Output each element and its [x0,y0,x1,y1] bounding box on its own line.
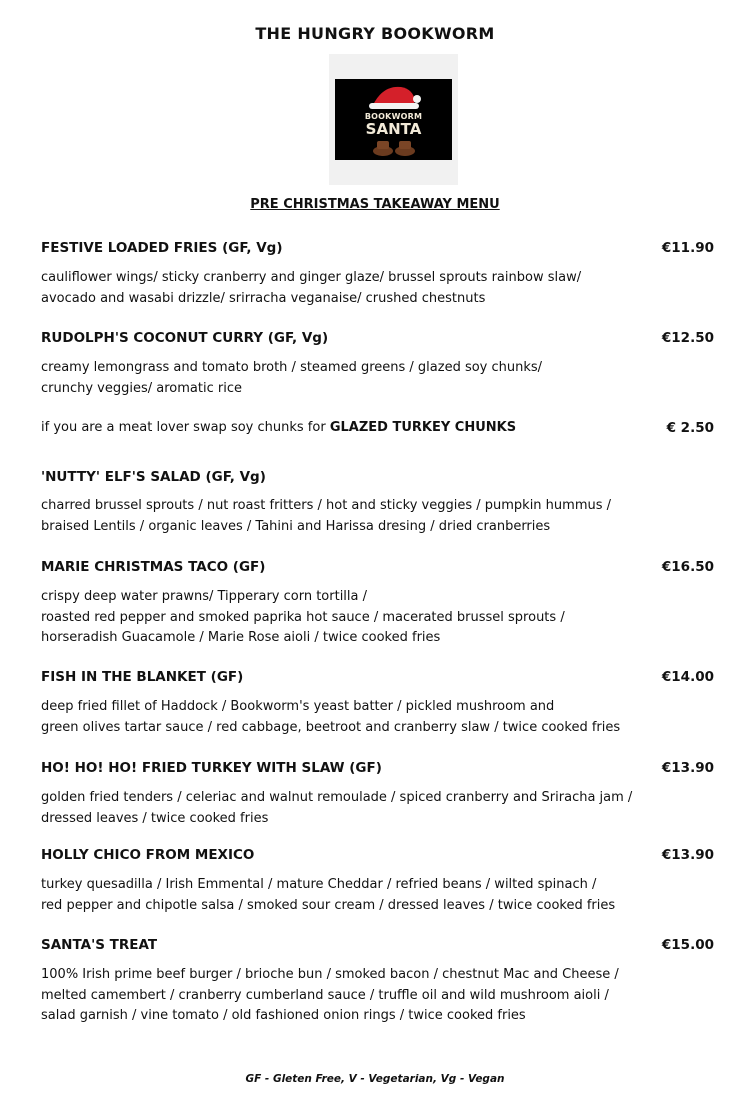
description-line: 100% Irish prime beef burger / brioche bun / smoked bacon / chestnut Mac and Cheese / [41,967,619,982]
item-price: €15.00 [661,937,714,953]
item-description [41,788,701,829]
item-name: RUDOLPH'S COCONUT CURRY (GF, Vg) [41,330,329,346]
item-description [41,268,701,309]
addon-price: € 2.50 [666,420,714,436]
description-line: golden fried tenders / celeriac and walnut remoulade / spiced cranberry and Sriracha jam / [41,790,633,805]
item-description [41,875,701,916]
description-line: red pepper and chipotle salsa / smoked sour cream / dressed leaves / twice cooked fries [41,897,616,913]
item-description [41,587,701,649]
item-description [41,496,701,537]
description-line: salad garnish / vine tomato / old fashioned onion rings / twice cooked fries [41,1008,526,1023]
menu-title: THE HUNGRY BOOKWORM [255,24,495,43]
item-name: SANTA'S TREAT [41,937,158,953]
description-line: turkey quesadilla / Irish Emmental / mature Cheddar / refried beans / wilted spinach / [41,877,597,892]
item-price: €14.00 [661,669,714,685]
description-line: dressed leaves / twice cooked fries [41,810,269,826]
description-line: green olives tartar sauce / red cabbage, beetroot and cranberry slaw / twice cooked fries [41,719,621,735]
addon-highlight: GLAZED TURKEY CHUNKS [329,420,517,435]
item-description [41,697,701,738]
dietary-legend: GF - Gleten Free, V - Vegetarian, Vg - Vegan [245,1073,505,1085]
item-price: €11.90 [661,240,714,256]
item-name: FESTIVE LOADED FRIES (GF, Vg) [41,240,283,256]
item-name: HOLLY CHICO FROM MEXICO [41,847,255,863]
menu-subtitle: PRE CHRISTMAS TAKEAWAY MENU [250,197,500,212]
item-price: €13.90 [661,760,714,776]
description-line: deep fried fillet of Haddock / Bookworm's yeast batter / pickled mushroom and [41,699,555,714]
description-line: creamy lemongrass and tomato broth / steamed greens / glazed soy chunks/ [41,360,543,375]
item-description [41,965,701,1027]
item-price: €16.50 [661,559,714,575]
item-name: MARIE CHRISTMAS TACO (GF) [41,559,266,575]
description-line: braised Lentils / organic leaves / Tahini and Harissa dresing / dried cranberries [41,518,551,534]
description-line: cauliflower wings/ sticky cranberry and ginger glaze/ brussel sprouts rainbow slaw/ [41,270,582,285]
addon-note [41,420,516,435]
description-line: horseradish Guacamole / Marie Rose aioli / twice cooked fries [41,630,441,645]
description-line: crunchy veggies/ aromatic rice [41,380,242,396]
item-name: HO! HO! HO! FRIED TURKEY WITH SLAW (GF) [41,760,382,776]
item-description [41,358,701,399]
description-line: charred brussel sprouts / nut roast fritters / hot and sticky veggies / pumpkin hummus / [41,498,612,513]
item-name: 'NUTTY' ELF'S SALAD (GF, Vg) [41,469,266,485]
logo-text-line2: SANTA [365,120,422,138]
logo-frame [329,54,458,185]
item-name: FISH IN THE BLANKET (GF) [41,669,244,685]
description-line: melted camembert / cranberry cumberland sauce / truffle oil and wild mushroom aioli / [41,987,609,1003]
addon-text: if you are a meat lover swap soy chunks for [41,420,330,435]
description-line: crispy deep water prawns/ Tipperary corn tortilla / [41,589,368,604]
item-price: €13.90 [661,847,714,863]
description-line: roasted red pepper and smoked paprika hot sauce / macerated brussel sprouts / [41,609,565,625]
item-price: €12.50 [661,330,714,346]
logo-text-line1: BOOKWORM [364,112,423,121]
description-line: avocado and wasabi drizzle/ srirracha veganaise/ crushed chestnuts [41,290,486,306]
bookworm-santa-logo [335,79,452,160]
